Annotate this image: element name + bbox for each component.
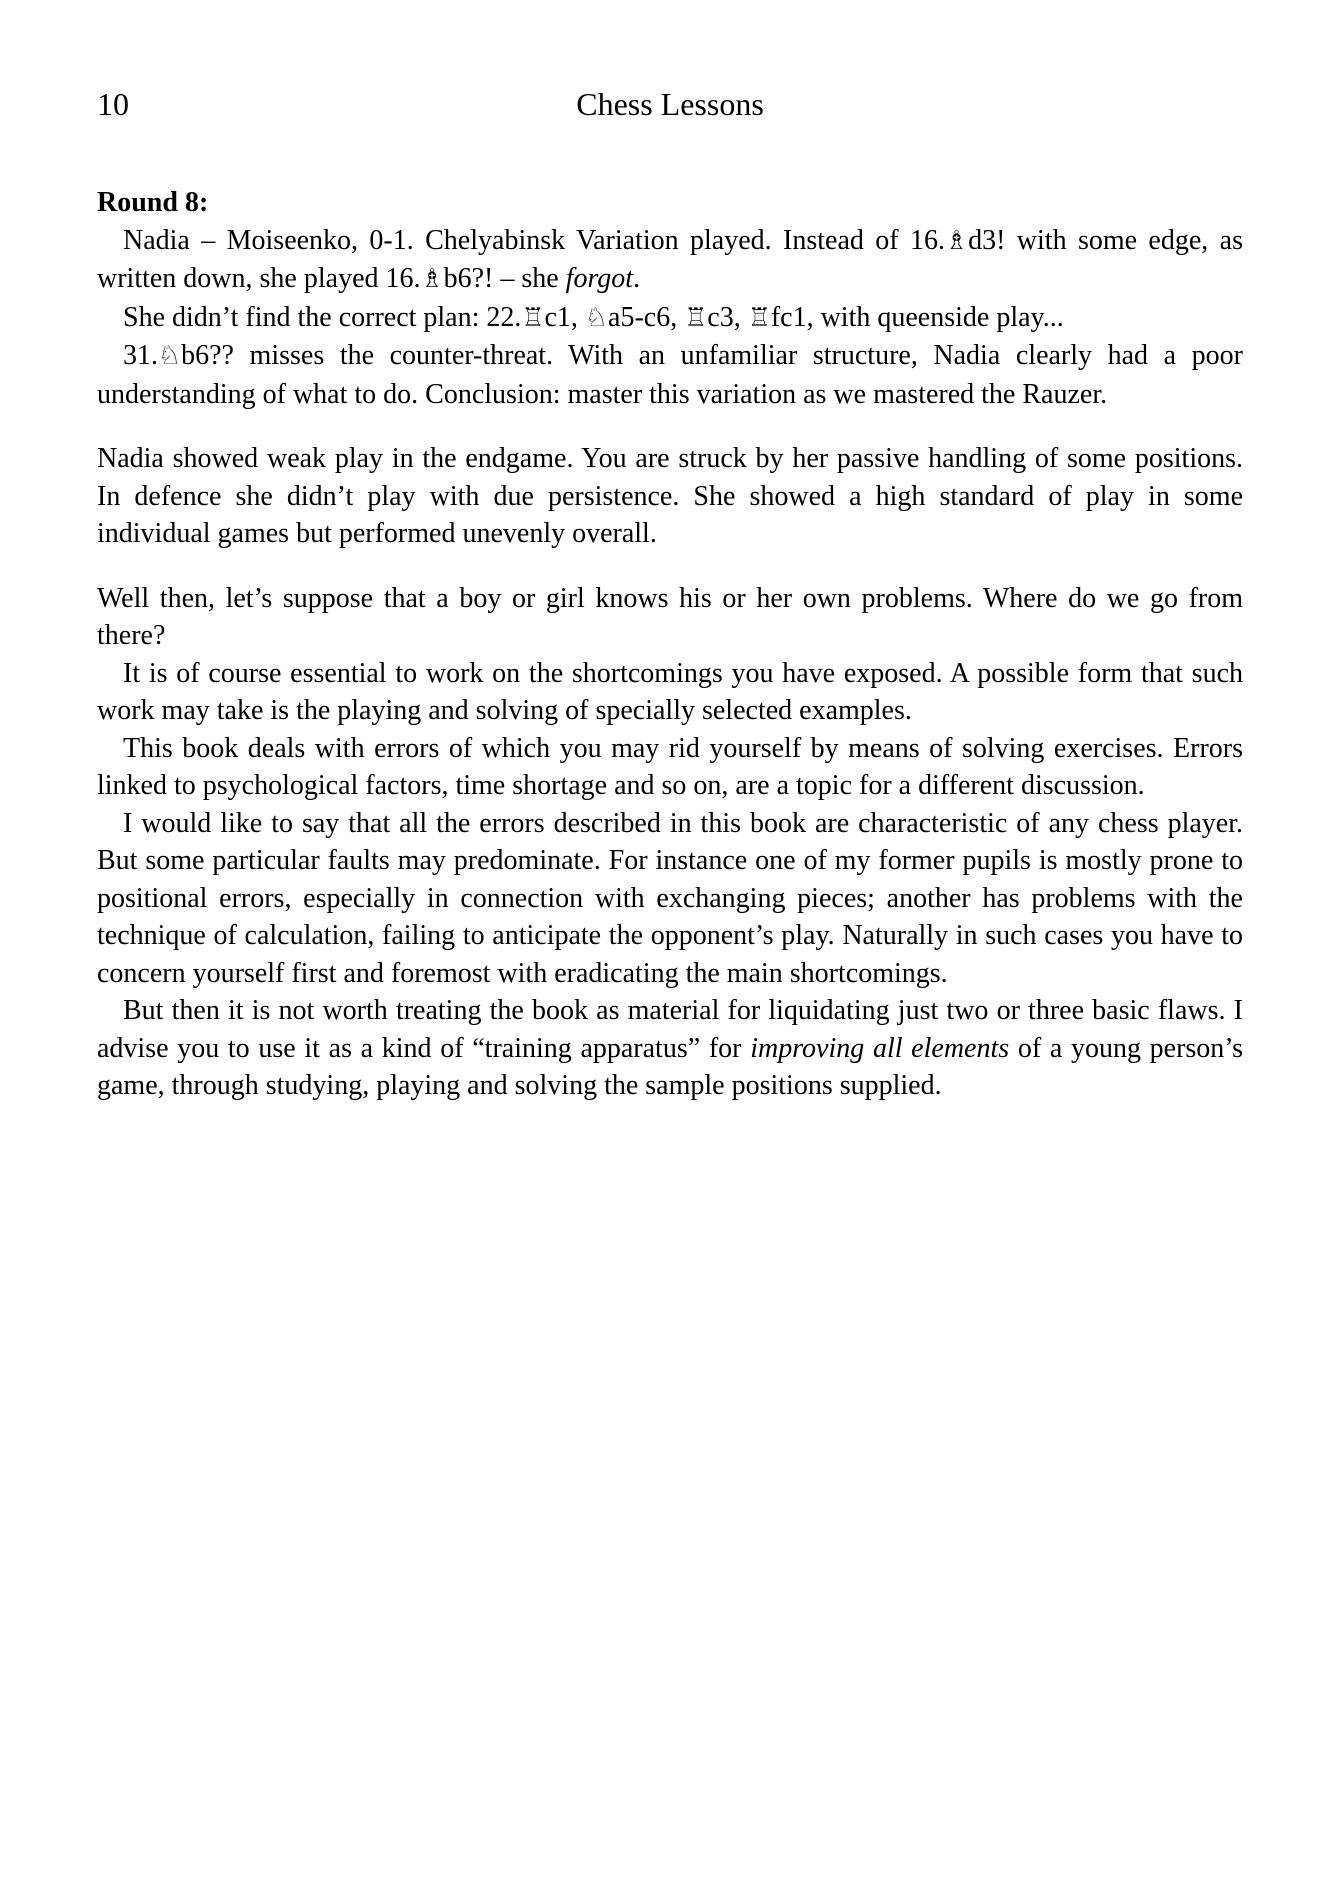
page-content (97, 184, 1243, 1105)
paragraph-errors-characteristic: I would like to say that all the errors described in this book are characteristic of any chess player. But some particular faults may predominate. For instance one of my former pupils is mostly prone to positional errors, especially in connection with exchanging pieces; another has problems with the technique of calculation, failing to anticipate the opponent’s play. Naturally in such cases you have to concern yourself first and foremost with eradicating the main shortcomings. (97, 807, 1243, 989)
text-run: She didn’t find the correct plan: 22. (123, 301, 522, 333)
white-bishop-icon: ♗ (420, 264, 444, 294)
white-rook-icon: ♖ (521, 302, 545, 333)
text-run: d3! with some edge, as written down, she played 16. (97, 224, 1243, 294)
text-run: But then it is not worth treating the book as material for liquidating just two or three basic flaws. I advise you to use it as a kind of “training apparatus” for (97, 995, 1243, 1064)
paragraph-well-then: Well then, let’s suppose that a boy or girl knows his or her own problems. Where do we go from there? (97, 582, 1243, 651)
paragraph-endgame-summary: Nadia showed weak play in the endgame. You are struck by her passive handling of some positions. In defence she didn’t play with due persistence. She showed a high standard of play in some individual games but performed unevenly overall. (97, 443, 1243, 549)
text-run: . (633, 263, 641, 294)
text-run: 31. (123, 340, 158, 371)
text-run: Nadia – Moiseenko, 0-1. Chelyabinsk Variation played. Instead of 16. (123, 224, 945, 256)
white-rook-icon: ♖ (684, 302, 708, 333)
paragraph-correct-plan (97, 299, 1243, 338)
page-header (97, 86, 1243, 122)
italic-run: improving all elements (750, 1032, 1010, 1064)
white-rook-icon: ♖ (747, 302, 771, 333)
paragraph-round8-game (97, 222, 1243, 299)
paragraph-counter-threat (97, 337, 1243, 413)
text-run: c1, (544, 301, 585, 333)
white-bishop-icon: ♗ (944, 225, 969, 256)
white-knight-icon: ♘ (158, 341, 182, 371)
white-knight-icon: ♘ (584, 302, 609, 333)
text-run: of a young person’s game, through studying, playing and solving the sample positions supplied. (97, 1032, 1243, 1101)
paragraph-book-deals: This book deals with errors of which you may rid yourself by means of solving exercises. Errors linked to psychological factors, time shortage and so on, are a topic for a different discussion. (97, 732, 1243, 801)
section-heading: Round 8: (97, 187, 209, 218)
text-run: b6?? misses the counter-threat. With an unfamiliar structure, Nadia clearly had a poor understanding of what to do. Conclusion: master this variation as we mastered the Rauzer. (97, 340, 1243, 410)
page-number: 10 (97, 86, 129, 122)
text-run: fc1, with queenside play... (770, 301, 1064, 333)
paragraph-essential-work: It is of course essential to work on the shortcomings you have exposed. A possible form that such work may take is the playing and solving of specially selected examples. (97, 657, 1243, 726)
text-run: a5-c6, (608, 301, 685, 333)
running-title: Chess Lessons (576, 86, 764, 122)
text-run: b6?! – she (443, 263, 566, 294)
italic-run: forgot (565, 263, 634, 294)
paragraph-training-apparatus (97, 992, 1243, 1105)
text-run: c3, (707, 301, 748, 333)
